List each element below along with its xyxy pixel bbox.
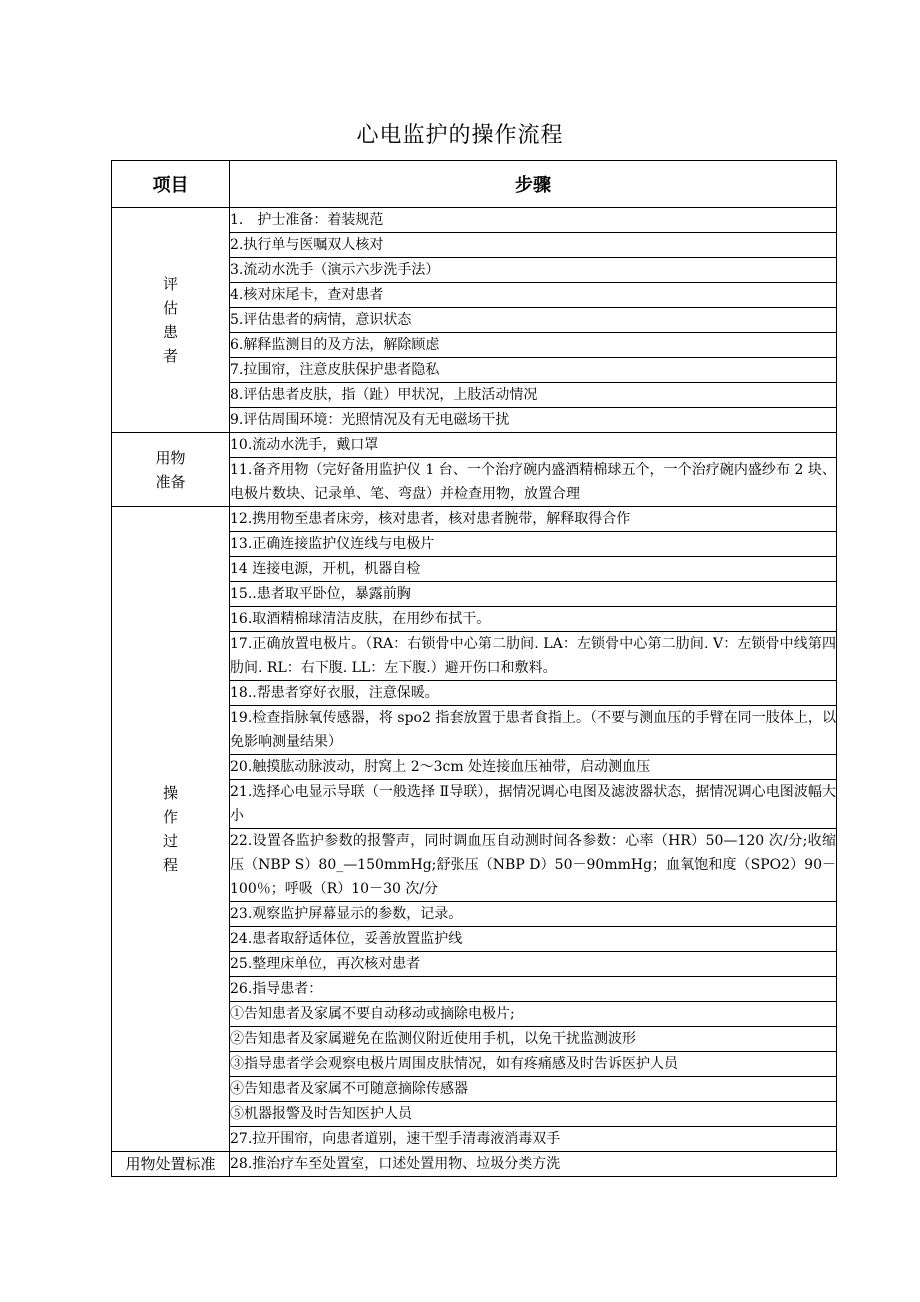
step-cell: 27.拉开围帘，向患者道别，速干型手清毒液消毒双手	[230, 1127, 837, 1152]
section-label-prepare: 用物 准备	[112, 433, 230, 507]
step-cell: 25.整理床单位，再次核对患者	[230, 952, 837, 977]
step-cell: 15..患者取平卧位，暴露前胸	[230, 582, 837, 607]
step-cell: 4.核对床尾卡，查对患者	[230, 283, 837, 308]
step-cell: 14 连接电源，开机，机器自检	[230, 557, 837, 582]
step-cell: 5.评估患者的病情，意识状态	[230, 308, 837, 333]
step-cell: 6.解释监测目的及方法，解除顾虑	[230, 333, 837, 358]
step-cell: ④告知患者及家属不可随意摘除传感器	[230, 1077, 837, 1102]
step-cell: 17.正确放置电极片。（RA：右锁骨中心第二肋间. LA：左锁骨中心第二肋间. V：左锁骨中线第四肋间. RL：右下腹. LL：左下腹.）避开伤口和敷料。	[230, 632, 837, 681]
step-cell: ②告知患者及家属避免在监测仪附近使用手机，以免干扰监测波形	[230, 1027, 837, 1052]
step-cell: 28.推治疗车至处置室，口述处置用物、垃圾分类方洗	[230, 1152, 837, 1177]
step-cell: ③指导患者学会观察电极片周围皮肤情况，如有疼痛感及时告诉医护人员	[230, 1052, 837, 1077]
step-cell: 8.评估患者皮肤，指（趾）甲状况，上肢活动情况	[230, 383, 837, 408]
step-cell: 7.拉围帘，注意皮肤保护患者隐私	[230, 358, 837, 383]
step-cell: 16.取酒精棉球清洁皮肤，在用纱布拭干。	[230, 607, 837, 632]
step-cell: 18..帮患者穿好衣服，注意保暖。	[230, 681, 837, 706]
step-cell: 10.流动水洗手，戴口罩	[230, 433, 837, 458]
section-label-operate: 操 作 过 程	[112, 507, 230, 1152]
table-row	[112, 1152, 837, 1177]
step-cell: 9.评估周围环境：光照情况及有无电磁场干扰	[230, 408, 837, 433]
step-cell: 11.备齐用物（完好备用监护仪 1 台、一个治疗碗内盛酒精棉球五个，一个治疗碗内盛纱布 2 块、电极片数块、记录单、笔、弯盘）并检查用物，放置合理	[230, 458, 837, 507]
table-row	[112, 507, 837, 532]
step-cell: 19.检查指脉氧传感器，将 spo2 指套放置于患者食指上。（不要与测血压的手臂在同一肢体上，以免影响测量结果）	[230, 706, 837, 755]
table-row	[112, 208, 837, 233]
document-title: 心电监护的操作流程	[356, 123, 564, 148]
table-row	[112, 433, 837, 458]
section-label-assess: 评 估 患 者	[112, 208, 230, 433]
step-cell: 24.患者取舒适体位，妥善放置监护线	[230, 927, 837, 952]
header-item: 项目	[112, 161, 230, 208]
step-cell: ①告知患者及家属不要自动移动或摘除电极片;	[230, 1002, 837, 1027]
step-cell: 20.触摸肱动脉波动，肘窝上 2～3cm 处连接血压袖带，启动测血压	[230, 755, 837, 780]
step-cell: ⑤机器报警及时告知医护人员	[230, 1102, 837, 1127]
step-cell: 12.携用物至患者床旁，核对患者，核对患者腕带，解释取得合作	[230, 507, 837, 532]
section-label-disposal: 用物处置标准	[112, 1152, 230, 1177]
step-cell: 1． 护士准备：着装规范	[230, 208, 837, 233]
header-steps: 步骤	[230, 161, 837, 208]
procedure-table	[111, 160, 837, 1177]
step-cell: 3.流动水洗手（演示六步洗手法）	[230, 258, 837, 283]
step-cell: 22.设置各监护参数的报警声，同时调血压自动测时间各参数：心率（HR）50—120 次/分;收缩压（NBP S）80_—150mmHg;舒张压（NBP D）50－90mmHg；血氧饱和度（SPO2）90－100％；呼吸（R）10－30 次/分	[230, 829, 837, 902]
step-cell: 2.执行单与医嘱双人核对	[230, 233, 837, 258]
step-cell: 26.指导患者：	[230, 977, 837, 1002]
table-header-row	[112, 161, 837, 208]
step-cell: 23.观察监护屏幕显示的参数，记录。	[230, 902, 837, 927]
step-cell: 13.正确连接监护仪连线与电极片	[230, 532, 837, 557]
step-cell: 21.选择心电显示导联（一般选择 Ⅱ导联），据情况调心电图及滤波器状态，据情况调心电图波幅大小	[230, 780, 837, 829]
